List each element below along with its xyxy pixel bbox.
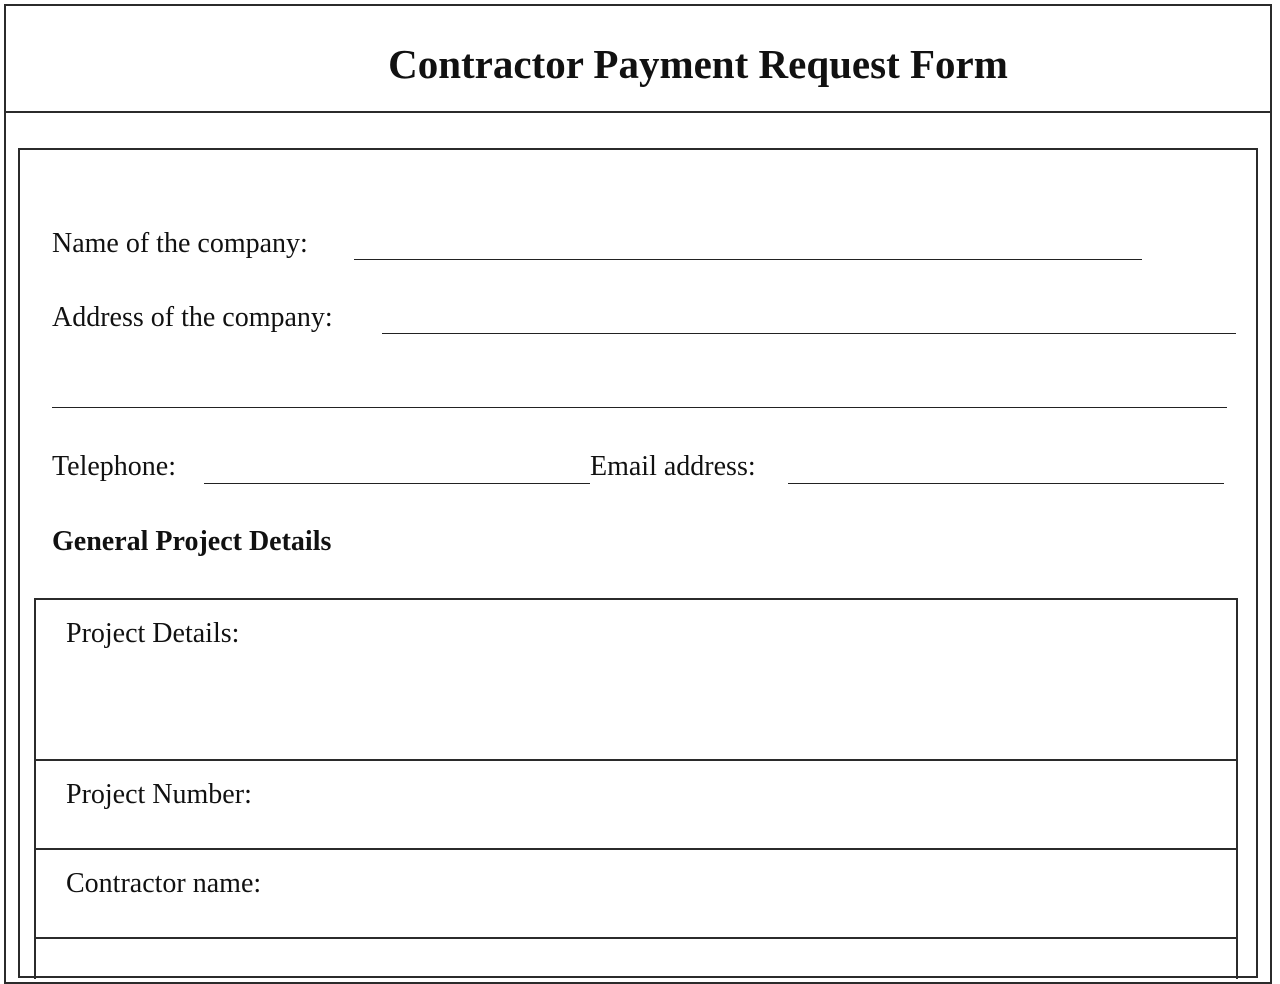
company-address-label: Address of the company: <box>52 302 333 333</box>
project-details-cell[interactable] <box>36 600 1236 761</box>
company-name-field[interactable] <box>354 259 1142 260</box>
project-number-cell[interactable] <box>36 761 1236 850</box>
company-address-field[interactable] <box>382 333 1236 334</box>
contractor-name-cell[interactable] <box>36 850 1236 939</box>
telephone-label: Telephone: <box>52 451 176 482</box>
form-title: Contractor Payment Request Form <box>388 41 1008 87</box>
table-row[interactable] <box>36 939 1236 979</box>
general-project-details-heading: General Project Details <box>52 526 332 557</box>
project-number-label: Project Number: <box>66 779 252 810</box>
email-field[interactable] <box>788 483 1224 484</box>
company-address-field-line-2[interactable] <box>52 407 1227 408</box>
title-bar <box>6 6 1270 113</box>
project-details-label: Project Details: <box>66 618 240 649</box>
telephone-field[interactable] <box>204 483 590 484</box>
company-name-label: Name of the company: <box>52 228 308 259</box>
contractor-name-label: Contractor name: <box>66 868 262 899</box>
email-label: Email address: <box>590 451 756 482</box>
project-details-table <box>34 598 1238 979</box>
